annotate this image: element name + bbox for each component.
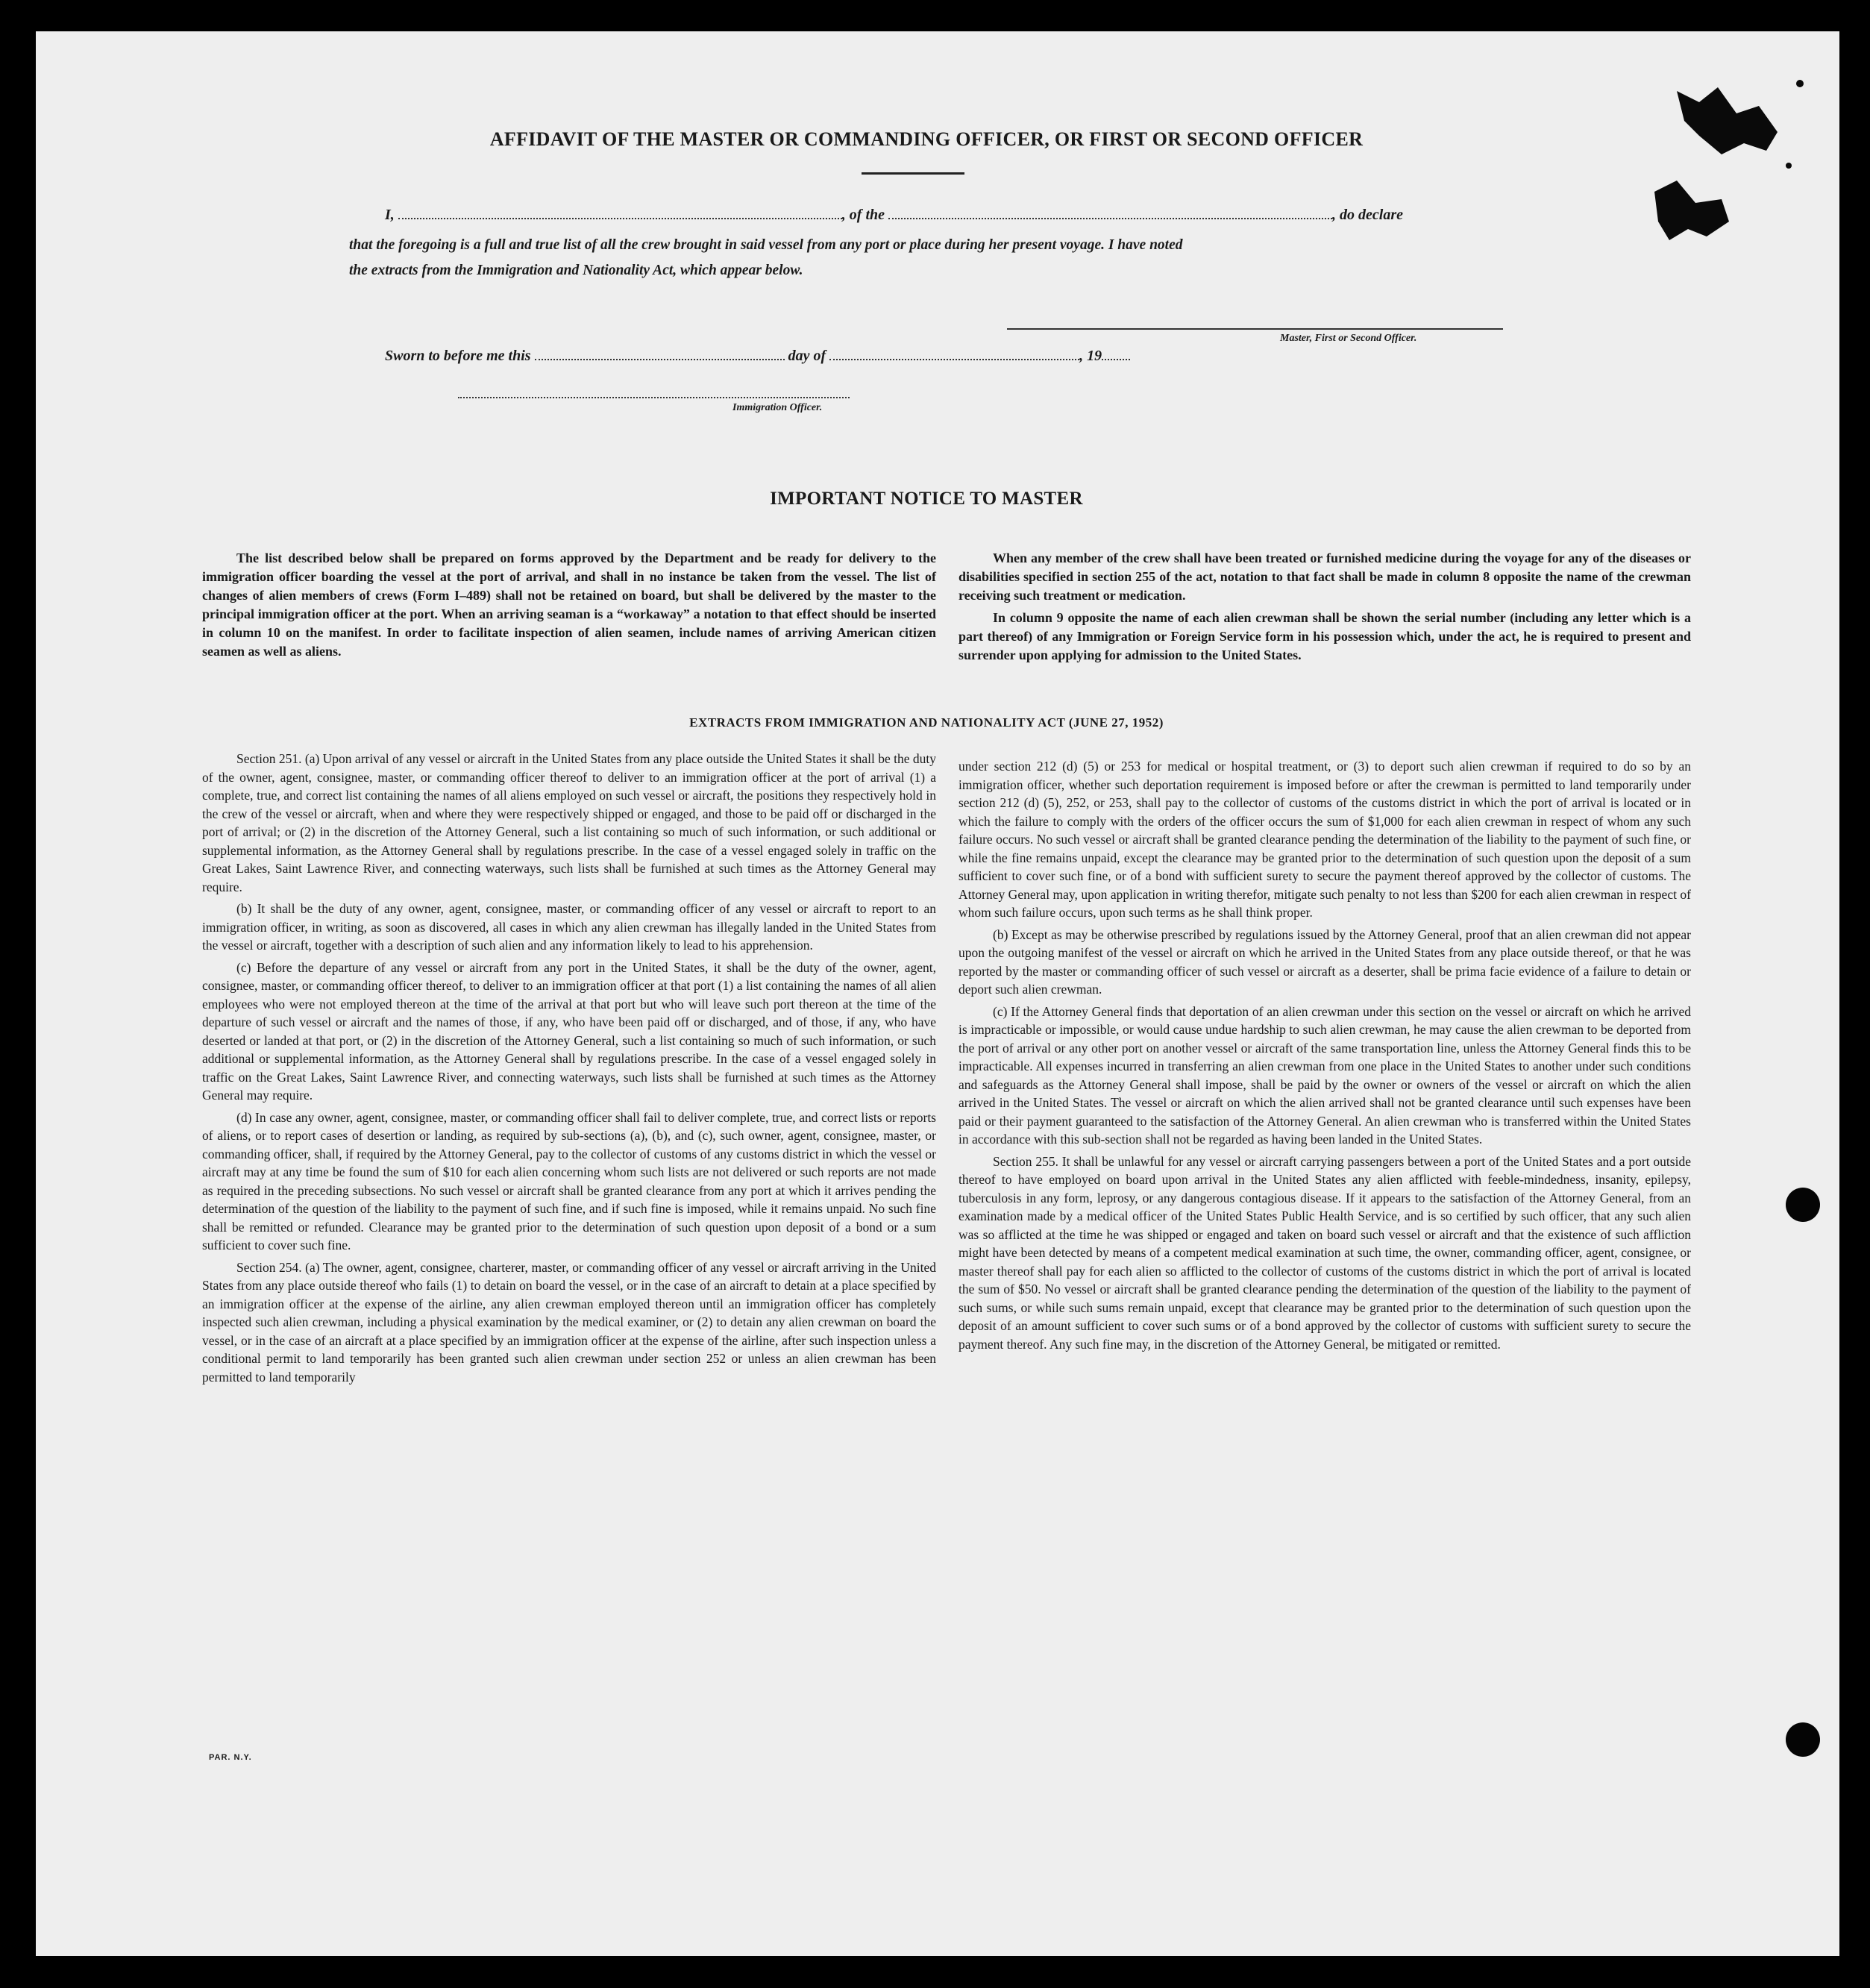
- sworn-line: [385, 348, 1130, 365]
- sworn-day-of: day of: [788, 348, 826, 364]
- section-251-b: (b) It shall be the duty of any owner, agent, consignee, master, or commanding officer of any vessel or aircraft to report to an immigration officer, in writing, as soon as discovered, all cases in which any alien crewman has illegally landed in the United States from the vessel or aircraft, together with a description of such alien and any information likely to lead to his apprehension.: [202, 901, 936, 953]
- declaration-line-2: that the foregoing is a full and true list of all the crew brought in said vessel from any port or place during her present voyage. I have noted: [349, 237, 1183, 253]
- torn-corner-damage: [1647, 61, 1839, 300]
- notice-left-column: [202, 549, 936, 665]
- declaration-do-declare: , do declare: [1332, 207, 1403, 223]
- declaration-i: I,: [385, 207, 395, 223]
- section-254-a: Section 254. (a) The owner, agent, consignee, charterer, master, or commanding officer of any vessel or aircraft arriving in the United States from any place outside thereof who fails (1) to detain on board the vessel, or in the case of an aircraft to detain at a place specified by an immigration officer at the expense of the airline, any alien crewman employed thereon until an immigration officer has completely inspected such alien crewman, including a physical examination by the medical examiner, or (2) to detain any alien crewman on board the vessel, or in the case of an aircraft at a place specified by an immigration officer at the expense of the airline, after such inspection unless a conditional permit to land temporarily has been granted such alien crewman under section 252 or unless an alien crewman has been permitted to land temporarily: [202, 1259, 936, 1385]
- section-251-c: (c) Before the departure of any vessel or aircraft from any port in the United States, it shall be the duty of the owner, agent, consignee, master, or commanding officer thereof, to deliver to an immigration officer at that port (1) a list containing the names of all alien employees who were not employed thereon at the time of the arrival at that port but who will leave such port thereon at the time of the departure of such vessel or aircraft and the names of those, if any, who have been paid off or discharged, and of those, if any, who have deserted or landed at that port, or (2) in the discretion of the Attorney General, such a list containing so much of such information, or such additional or supplemental information, as the Attorney General shall by regulations prescribe. In the case of a vessel engaged solely in traffic on the Great Lakes, Saint Lawrence River, and connecting waterways, such lists shall be furnished at such times as the Attorney General may require.: [202, 959, 936, 1103]
- declarant-name-field[interactable]: [398, 216, 842, 219]
- extracts-right-column: [958, 757, 1691, 1357]
- section-254-c: (c) If the Attorney General finds that deportation of an alien crewman under this section on the vessel or aircraft on which he arrived is impracticable or impossible, or would cause undue hardship to such alien crewman, he may cause the alien crewman to be deported from the port of arrival or any other port on another vessel or aircraft of the same transportation line, unless the Attorney General finds this to be impracticable. All expenses incurred in transferring an alien crewman from one place in the United States to another under such conditions and safeguards as the Attorney General shall impose, shall be paid by the owner or owners of the vessel or aircraft on which the alien arrived in the United States. The vessel or aircraft on which the alien arrived shall not be granted clearance until such expenses have been paid or their payment guaranteed to the satisfaction of the Attorney General. An alien crewman who is transferred within the United States in accordance with this sub-section shall not be regarded as having been landed in the United States.: [958, 1003, 1691, 1147]
- sworn-year-prefix: , 19: [1079, 348, 1102, 364]
- notice-right-paragraph-1: When any member of the crew shall have been treated or furnished medicine during the voyage for any of the diseases or disabilities specified in section 255 of the act, notation to that fact shall be made in column 8 opposite the name of the crewman receiving such treatment or medication.: [958, 551, 1691, 603]
- form-page: [36, 31, 1839, 1956]
- notice-title: IMPORTANT NOTICE TO MASTER: [770, 489, 1083, 509]
- section-254-b: (b) Except as may be otherwise prescribed by regulations issued by the Attorney General, proof that an alien crewman did not appear upon the outgoing manifest of the vessel or aircraft on which he arrived in the United States from any place outside thereof, or that he was reported by the master or commanding officer of such vessel or aircraft as a deserter, shall be prima facie evidence of a failure to detain or deport such alien crewman.: [958, 926, 1691, 997]
- notice-right-paragraph-2: In column 9 opposite the name of each alien crewman shall be shown the serial number (including any letter which is a part thereof) of any Immigration or Foreign Service form in his possession which, under the act, he is required to present and surrender upon applying for admission to the United States.: [958, 610, 1691, 662]
- declaration-of-the: , of the: [841, 207, 885, 223]
- title-underline: [862, 172, 964, 175]
- punch-hole-upper: [1786, 1188, 1820, 1222]
- affidavit-title: AFFIDAVIT OF THE MASTER OR COMMANDING OFFICER, OR FIRST OR SECOND OFFICER: [489, 128, 1364, 150]
- declaration-line-3: the extracts from the Immigration and Nationality Act, which appear below.: [349, 263, 803, 278]
- printer-mark: PAR. N.Y.: [209, 1753, 252, 1762]
- extracts-title: EXTRACTS FROM IMMIGRATION AND NATIONALITY ACT (JUNE 27, 1952): [689, 715, 1164, 730]
- extracts-left-column: [202, 750, 936, 1390]
- sworn-month-field[interactable]: [829, 357, 1079, 360]
- section-251-d: (d) In case any owner, agent, consignee, master, or commanding officer shall fail to deliver complete, true, and correct lists or reports of aliens, or to report cases of desertion or landing, as required by sub-sections (a), (b), and (c), such owner, agent, consignee, master, or commanding officer, shall, if required by the Attorney General, pay to the collector of customs of any customs district in which the vessel or aircraft may at any time be found the sum of $10 for each alien concerning whom such lists are not delivered or such reports are not made as required in the preceding subsections. No such vessel or aircraft shall be granted clearance from any port at which it arrives pending the determination of the question of the liability to the payment of such fine, and if such fine is imposed, while it remains unpaid. No such fine shall be remitted or refunded. Clearance may be granted prior to the determination of such question upon deposit of a bond or a sum sufficient to cover such fine.: [202, 1109, 936, 1252]
- sworn-prefix: Sworn to before me this: [385, 348, 531, 364]
- immigration-officer-signature-line[interactable]: [458, 397, 850, 398]
- section-251-a: Section 251. (a) Upon arrival of any vessel or aircraft in the United States from any place outside the United States it shall be the duty of the owner, agent, consignee, master, or commanding officer thereof to deliver to an immigration officer at the port of arrival (1) a complete, true, and correct list containing the names of all aliens employed on such vessel or aircraft, the positions they respectively hold in the crew of the vessel or aircraft, when and where they were respectively shipped or engaged, and those to be paid off or discharged in the port of arrival; or (2) in the discretion of the Attorney General, such a list containing so much of such information, or such additional or supplemental information, as the Attorney General shall by regulations prescribe. In the case of a vessel engaged solely in traffic on the Great Lakes, Saint Lawrence River, and connecting waterways, such lists shall be furnished at such times as the Attorney General may require.: [202, 751, 936, 894]
- notice-right-column: [958, 549, 1691, 668]
- section-254-a-continued: under section 212 (d) (5) or 253 for medical or hospital treatment, or (3) to deport such alien crewman if required to do so by an immigration officer, whether such deportation requirement is imposed before or after the crewman is permitted to land temporarily under section 212 (d) (5), 252, or 253, shall pay to the collector of customs of the customs district in which the port of arrival is located or in which the failure to comply with the orders of the officer occurs the sum of $1,000 for each alien crewman in respect of whom any such failure occurs. No such vessel or aircraft shall be granted clearance pending the determination of the liability to the payment of such fine, or while the fine remains unpaid, except the clearance may be granted prior to the determination of such question upon the deposit of a sum sufficient to cover such fine, or of a bond with sufficient surety to secure the payment thereof approved by the collector of customs. The Attorney General may, upon application in writing therefor, mitigate such penalty to not less than $200 for each alien crewman in respect of whom such failure occurs, upon such terms as he shall think proper.: [958, 759, 1691, 920]
- punch-hole-lower: [1786, 1722, 1820, 1757]
- immigration-officer-caption: Immigration Officer.: [732, 402, 823, 413]
- section-255: Section 255. It shall be unlawful for any vessel or aircraft carrying passengers between a port of the United States and a port outside thereof to have employed on board upon arrival in the United States any alien afflicted with feeble-mindedness, insanity, epilepsy, tuberculosis in any form, leprosy, or any dangerous contagious disease. If it appears to the satisfaction of the Attorney General, from an examination made by a medical officer of the United States Public Health Service, and is so certified by such officer, that any such alien was so afflicted at the time he was shipped or engaged and taken on board such vessel or aircraft and that the existence of such affliction might have been detected by means of a competent medical examination at such time, the owner, commanding officer, agent, consignee, or master thereof shall pay for each alien so afflicted to the collector of customs of the customs district in which the port of arrival is located the sum of $50. No vessel or aircraft shall be granted clearance pending the determination of the question of the liability to the payment of such sums, or while such sums remain unpaid, except that clearance may be granted prior to the determination of such question upon the deposit of an amount sufficient to cover such sums or of a bond approved by the collector of customs with sufficient surety to secure the payment thereof. Any such fine may, in the discretion of the Attorney General, be mitigated or remitted.: [958, 1153, 1691, 1352]
- declaration-line-1: [385, 207, 1403, 224]
- vessel-name-field[interactable]: [888, 216, 1332, 219]
- sworn-day-field[interactable]: [535, 357, 785, 360]
- master-signature-caption: Master, First or Second Officer.: [1280, 333, 1417, 344]
- master-signature-line[interactable]: [1007, 328, 1503, 330]
- sworn-year-field[interactable]: [1102, 357, 1130, 360]
- notice-left-paragraph: The list described below shall be prepared on forms approved by the Department and be ready for delivery to the immigration officer boarding the vessel at the port of arrival, and shall in no instance be taken from the vessel. The list of changes of alien members of crews (Form I–489) shall not be retained on board, but shall be delivered by the master to the principal immigration officer at the port. When an arriving seaman is a “workaway” a notation to that effect should be inserted in column 10 on the manifest. In order to facilitate inspection of alien seamen, include names of arriving American citizen seamen as well as aliens.: [202, 551, 936, 659]
